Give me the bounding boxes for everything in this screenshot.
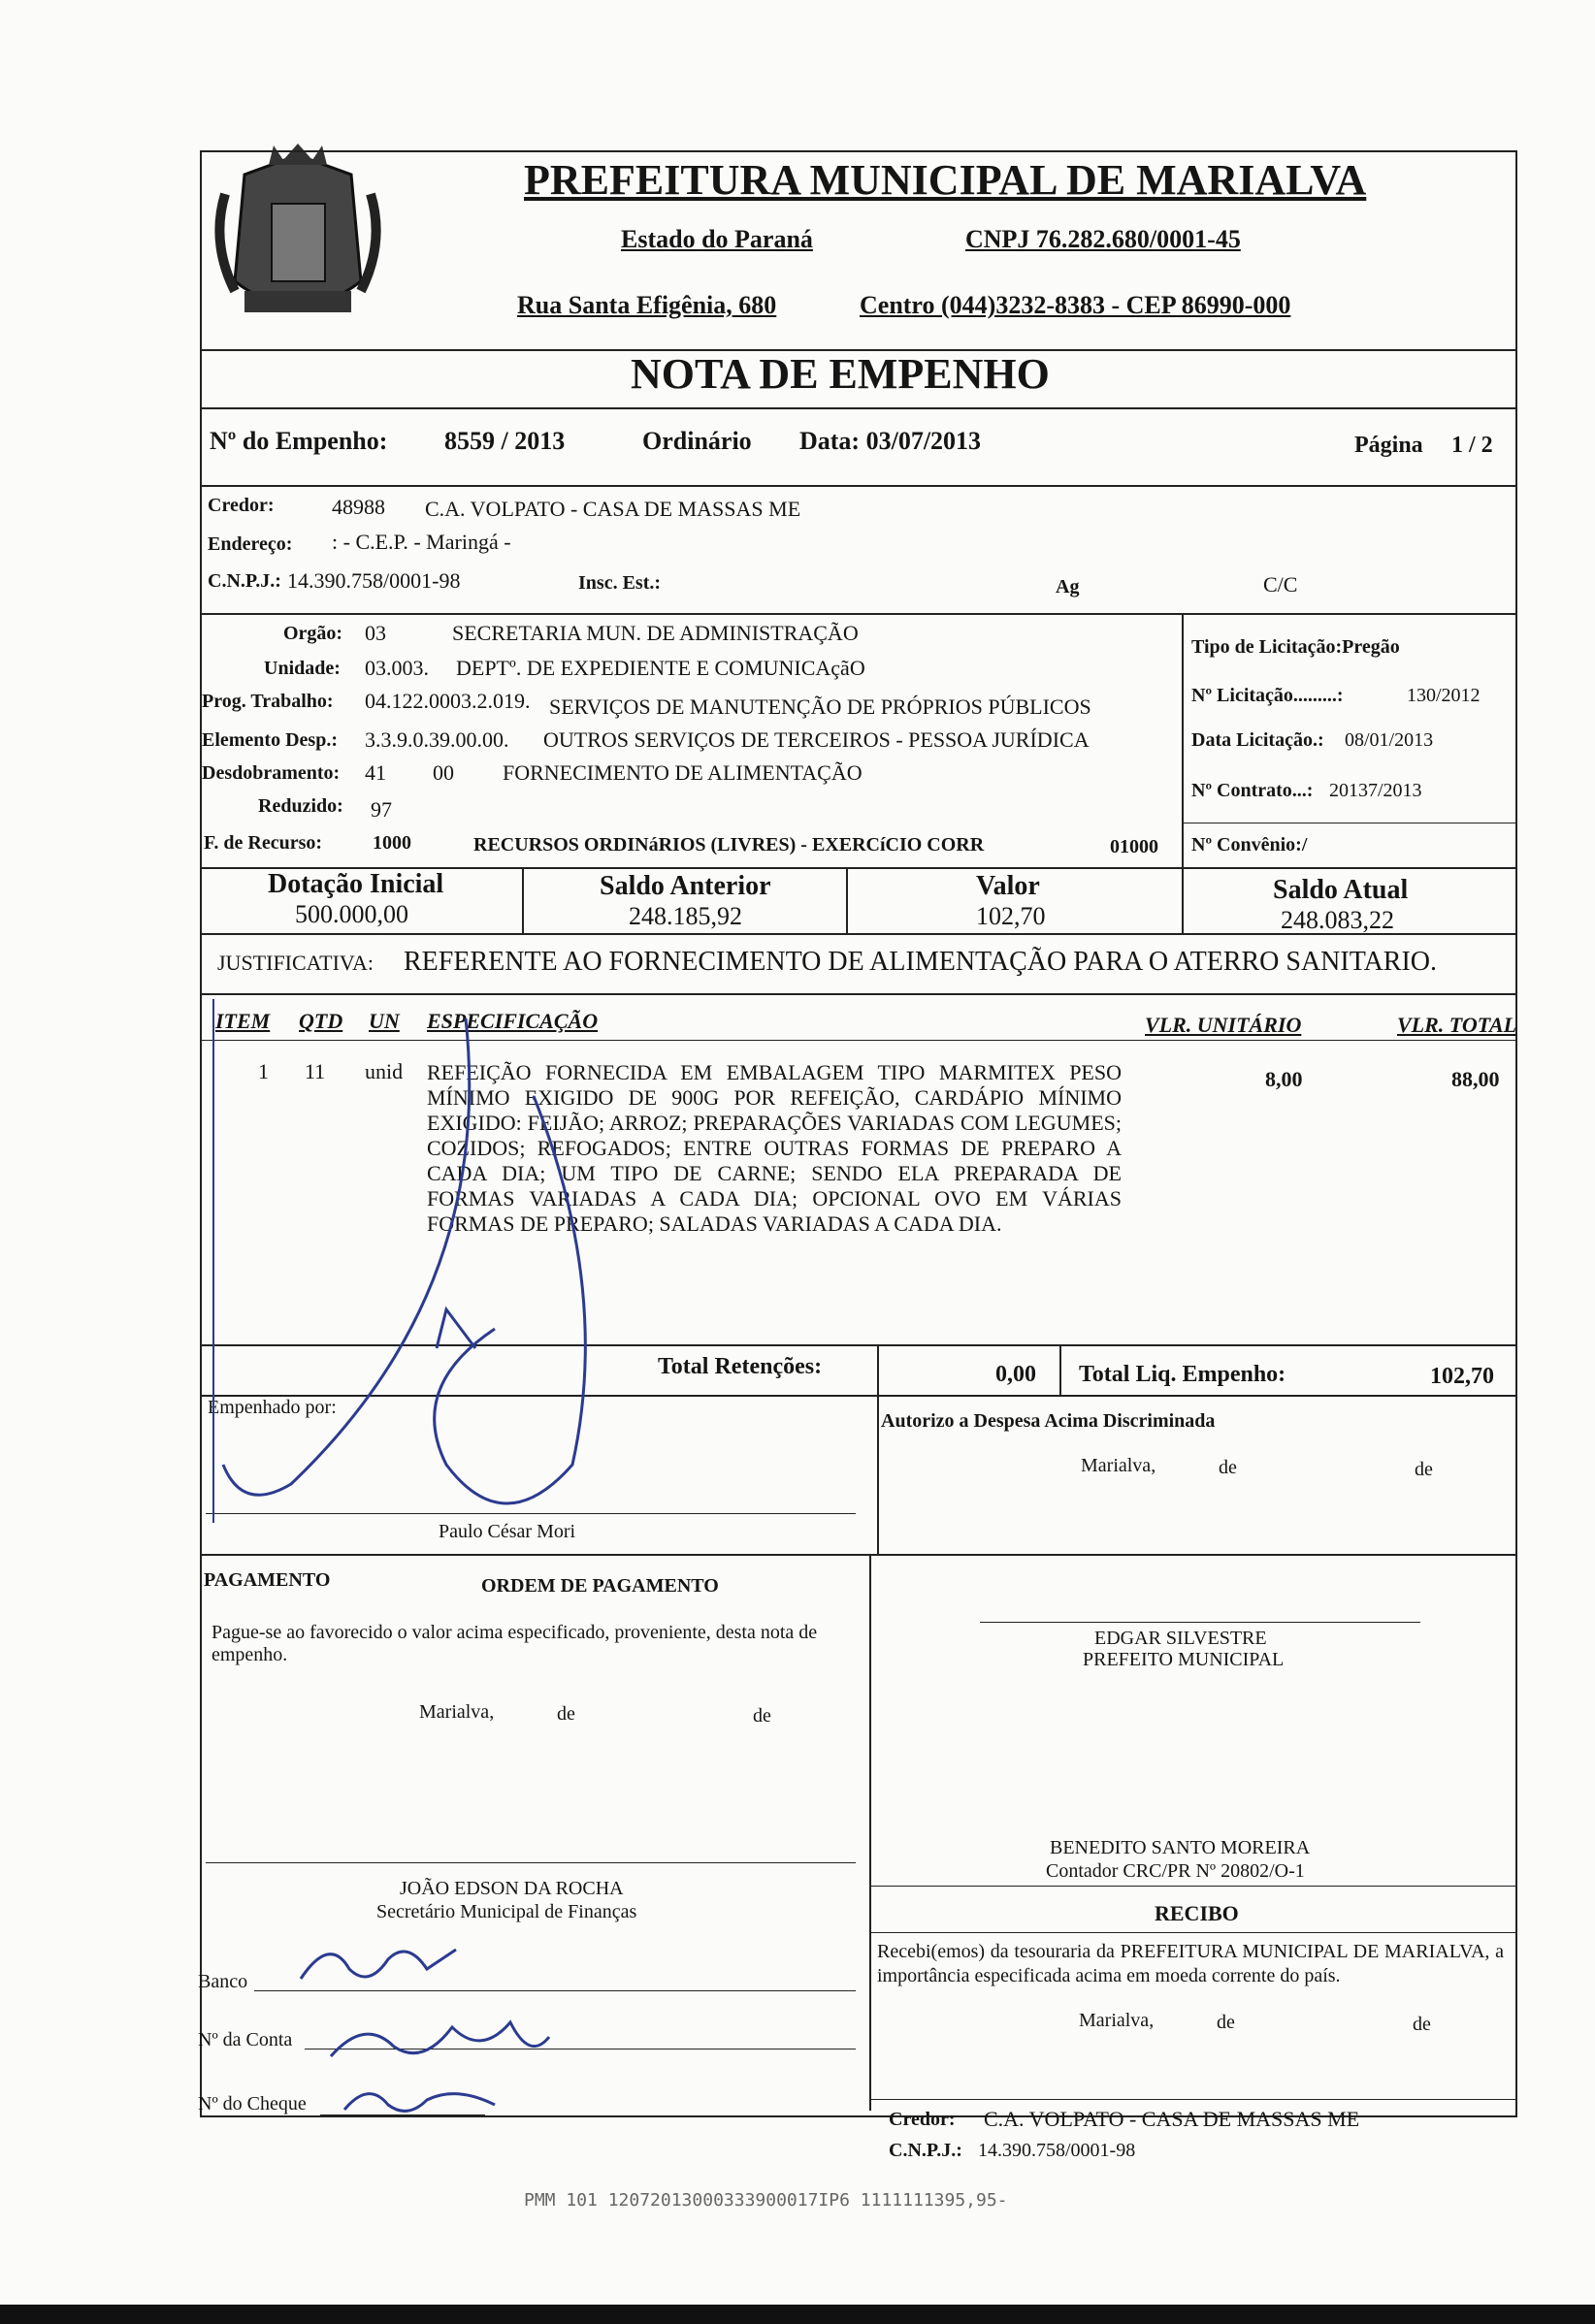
- contrato-label: Nº Contrato...:: [1191, 780, 1314, 801]
- recurso-label: F. de Recurso:: [204, 832, 323, 854]
- elemento-label: Elemento Desp.:: [202, 729, 338, 751]
- recibo-title: RECIBO: [1155, 1901, 1239, 1925]
- saldo-anterior-label: Saldo Anterior: [600, 871, 771, 901]
- page-label: Página: [1354, 433, 1423, 458]
- header-cnpj: CNPJ 76.282.680/0001-45: [965, 225, 1241, 253]
- prefeito-title: PREFEITO MUNICIPAL: [1083, 1649, 1285, 1670]
- ag-label: Ag: [1056, 576, 1080, 597]
- recibo-credor-label: Credor:: [889, 2109, 956, 2130]
- recurso-code: 1000: [373, 832, 411, 854]
- col-qtd-header: QTD: [299, 1009, 343, 1033]
- contador-title: Contador CRC/PR Nº 20802/O-1: [1046, 1860, 1305, 1882]
- footer-code: PMM 101 12072013000333900017IP6 1111111395,95-: [524, 2190, 1008, 2211]
- endereco-label: Endereço:: [208, 533, 293, 555]
- cheque-signature-icon: [340, 2076, 505, 2124]
- cnpj-label: C.N.P.J.:: [208, 570, 281, 592]
- table-row-total: 88,00: [1451, 1067, 1500, 1091]
- unidade-label: Unidade:: [264, 658, 341, 679]
- elemento-code: 3.3.9.0.39.00.00.: [365, 727, 509, 752]
- conta-label: Nº da Conta: [198, 2029, 293, 2050]
- prog-trabalho-desc: SERVIÇOS DE MANUTENÇÃO DE PRÓPRIOS PÚBLICOS: [549, 694, 1091, 719]
- endereco-value: : - C.E.P. - Maringá -: [332, 530, 511, 554]
- empenho-date: Data: 03/07/2013: [799, 427, 982, 455]
- document-title: NOTA DE EMPENHO: [631, 350, 1050, 398]
- col-item-header: ITEM: [215, 1009, 271, 1033]
- total-liquido-value: 102,70: [1430, 1364, 1494, 1389]
- justificativa-label: JUSTIFICATIVA:: [217, 951, 374, 975]
- handwritten-signature-icon: [204, 999, 883, 1542]
- saldo-atual-value: 248.083,22: [1281, 906, 1394, 934]
- conta-signature-icon: [326, 2008, 559, 2076]
- reduzido-label: Reduzido:: [258, 795, 343, 817]
- header-district-phone-cep: Centro (044)3232-8383 - CEP 86990-000: [860, 291, 1291, 319]
- col-spec-header: ESPECIFICAÇÃO: [427, 1009, 599, 1033]
- prefeitura-title: PREFEITURA MUNICIPAL DE MARIALVA: [524, 156, 1367, 204]
- cc-label: C/C: [1263, 572, 1298, 597]
- pagamento-title: PAGAMENTO: [204, 1569, 331, 1591]
- desdobramento-label: Desdobramento:: [202, 762, 341, 784]
- justificativa-text: REFERENTE AO FORNECIMENTO DE ALIMENTAÇÃO PARA O ATERRO SANITARIO.: [404, 947, 1438, 977]
- recibo-city: Marialva,: [1079, 2010, 1155, 2031]
- recurso-number: 01000: [1110, 836, 1158, 857]
- unidade-desc: DEPTº. DE EXPEDIENTE E COMUNICAçãO: [456, 656, 865, 680]
- tipo-licitacao: Tipo de Licitação:Pregão: [1191, 636, 1400, 658]
- recibo-cnpj-value: 14.390.758/0001-98: [978, 2140, 1136, 2161]
- orgao-code: 03: [365, 621, 386, 645]
- desdobramento-code: 41: [365, 760, 386, 785]
- page-number: 1 / 2: [1451, 433, 1493, 458]
- col-un-header: UN: [369, 1009, 400, 1033]
- saldo-atual-label: Saldo Atual: [1273, 875, 1409, 905]
- valor-value: 102,70: [976, 902, 1046, 930]
- total-liquido-label: Total Liq. Empenho:: [1079, 1362, 1286, 1387]
- licitacao-number-label: Nº Licitação.........:: [1191, 685, 1344, 706]
- orgao-desc: SECRETARIA MUN. DE ADMINISTRAÇÃO: [452, 621, 859, 645]
- table-row-spec: REFEIÇÃO FORNECIDA EM EMBALAGEM TIPO MARMITEX PESO MÍNIMO EXIGIDO DE 900G POR REFEIÇÃO, CARDÁPIO MÍNIMO EXIGIDO: FEIJÃO; ARROZ; PREPARAÇÕES VARIADAS COM LEGUMES; COZIDOS; REFOGADOS; ENTRE OUTRAS FORMAS DE PREPARO A CADA DIA; UM TIPO DE CARNE; SENDO ELA PREPARADA DE FORMAS VARIADAS A CADA DIA; OPCIONAL OVO EM VÁRIAS FORMAS DE PREPARO; SALADAS VARIADAS A CADA DIA.: [427, 1060, 1122, 1236]
- reduzido-code: 97: [371, 797, 392, 822]
- cnpj-value: 14.390.758/0001-98: [287, 568, 461, 593]
- table-row-un: unid: [365, 1059, 404, 1083]
- autorizo-city: Marialva,: [1081, 1455, 1156, 1476]
- pagamento-de-2: de: [753, 1705, 771, 1727]
- recibo-cnpj-label: C.N.P.J.:: [889, 2140, 962, 2161]
- recurso-desc: RECURSOS ORDINáRIOS (LIVRES) - EXERCíCIO CORR: [473, 834, 985, 855]
- recibo-de-2: de: [1413, 2014, 1431, 2035]
- recibo-credor-value: C.A. VOLPATO - CASA DE MASSAS ME: [984, 2107, 1360, 2131]
- prog-trabalho-code: 04.122.0003.2.019.: [365, 689, 531, 713]
- col-total-header: VLR. TOTAL: [1397, 1013, 1517, 1037]
- banco-signature-icon: [291, 1930, 485, 1998]
- contrato-value: 20137/2013: [1329, 780, 1422, 801]
- unidade-code: 03.003.: [365, 656, 429, 680]
- empenho-number: 8559 / 2013: [444, 427, 566, 455]
- contador-name: BENEDITO SANTO MOREIRA: [1050, 1837, 1311, 1858]
- empenhado-por-name: Paulo César Mori: [439, 1521, 576, 1542]
- secretario-name: JOÃO EDSON DA ROCHA: [400, 1878, 624, 1899]
- insc-est-label: Insc. Est.:: [578, 572, 662, 594]
- header-street: Rua Santa Efigênia, 680: [517, 291, 777, 319]
- recibo-text: Recebi(emos) da tesouraria da PREFEITURA MUNICIPAL DE MARIALVA, a importância especificada acima em moeda corrente do país.: [877, 1941, 1504, 1986]
- credor-name: C.A. VOLPATO - CASA DE MASSAS ME: [425, 497, 801, 521]
- licitacao-date-label: Data Licitação.:: [1191, 729, 1324, 751]
- saldo-anterior-value: 248.185,92: [629, 902, 742, 930]
- pagamento-city: Marialva,: [419, 1701, 495, 1723]
- dotacao-label: Dotação Inicial: [268, 869, 444, 899]
- prog-trabalho-label: Prog. Trabalho:: [202, 691, 334, 712]
- pague-se-text: Pague-se ao favorecido o valor acima especificado, proveniente, desta nota de empenho.: [212, 1622, 818, 1665]
- orgao-label: Orgão:: [283, 623, 343, 644]
- banco-label: Banco: [198, 1971, 248, 1992]
- valor-label: Valor: [976, 871, 1040, 901]
- table-row-unit-price: 8,00: [1265, 1067, 1303, 1091]
- desdobramento-desc: FORNECIMENTO DE ALIMENTAÇÃO: [503, 760, 863, 785]
- desdobramento-sub: 00: [433, 760, 454, 785]
- total-retencoes-label: Total Retenções:: [658, 1354, 823, 1379]
- empenho-label: Nº do Empenho:: [210, 427, 388, 455]
- autorizo-de-2: de: [1415, 1459, 1433, 1480]
- table-row-qtd: 11: [305, 1059, 326, 1083]
- convenio-label: Nº Convênio:/: [1191, 834, 1308, 855]
- prefeito-name: EDGAR SILVESTRE: [1094, 1628, 1267, 1649]
- table-row-item: 1: [258, 1059, 269, 1083]
- empenhado-por-label: Empenhado por:: [208, 1397, 337, 1418]
- empenho-type: Ordinário: [642, 427, 752, 455]
- autorizo-despesa: Autorizo a Despesa Acima Discriminada: [881, 1410, 1216, 1432]
- state-name: Estado do Paraná: [621, 225, 813, 253]
- recibo-de-1: de: [1217, 2012, 1235, 2033]
- licitacao-date: 08/01/2013: [1345, 729, 1434, 751]
- credor-code: 48988: [332, 495, 385, 519]
- pagamento-de-1: de: [557, 1703, 575, 1725]
- licitacao-number: 130/2012: [1407, 685, 1481, 706]
- credor-label: Credor:: [208, 495, 275, 516]
- scan-bottom-edge: [0, 2305, 1595, 2324]
- secretario-title: Secretário Municipal de Finanças: [376, 1901, 637, 1922]
- col-unit-price-header: VLR. UNITÁRIO: [1145, 1013, 1302, 1037]
- elemento-desc: OUTROS SERVIÇOS DE TERCEIROS - PESSOA JURÍDICA: [543, 727, 1090, 752]
- total-retencoes-value: 0,00: [995, 1362, 1036, 1387]
- autorizo-de-1: de: [1219, 1457, 1237, 1478]
- dotacao-value: 500.000,00: [295, 900, 408, 928]
- cheque-label: Nº do Cheque: [198, 2093, 307, 2114]
- ordem-pagamento-title: ORDEM DE PAGAMENTO: [481, 1575, 719, 1597]
